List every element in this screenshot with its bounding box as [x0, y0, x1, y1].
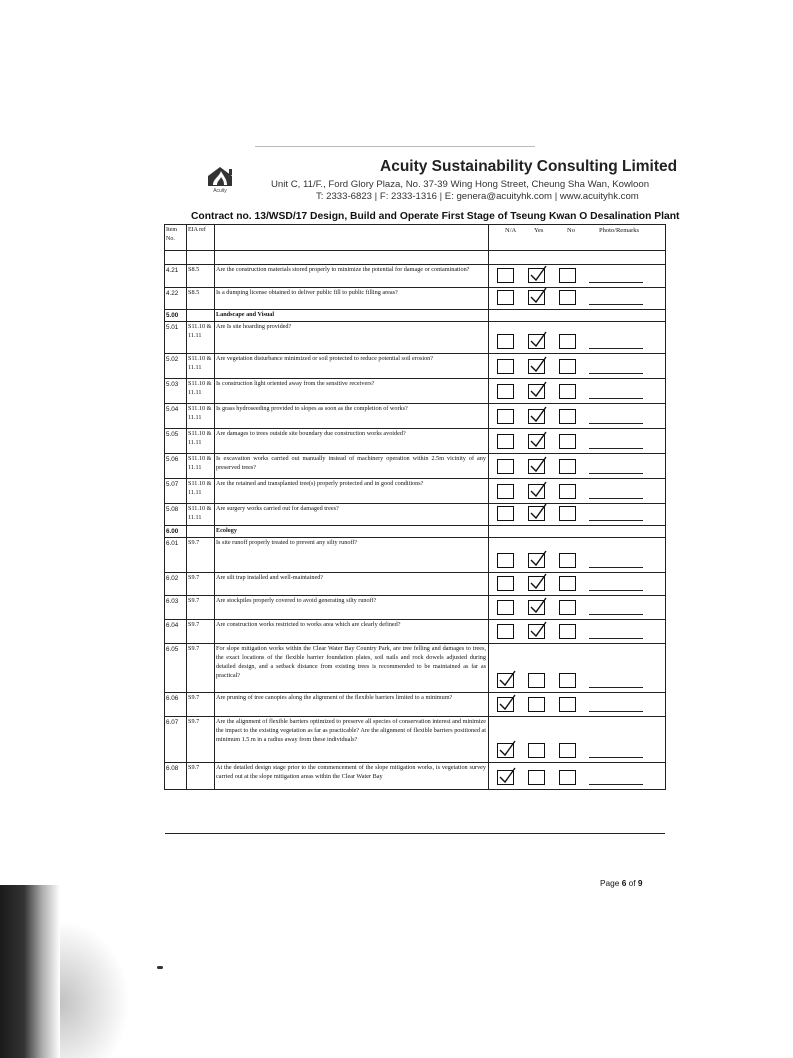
eia-ref: S11.10 & 11.11 — [187, 504, 215, 526]
checklist-table — [164, 224, 666, 790]
item-description: Is excavation works carried out manually instead of machinery operation within 2.5m vicinity of any preserved trees? — [215, 454, 489, 479]
header-item: Item No. — [165, 225, 187, 251]
checkbox-yes[interactable] — [528, 484, 545, 499]
table-row — [165, 479, 666, 504]
item-number: 5.04 — [165, 404, 187, 429]
checkbox-yes[interactable] — [528, 553, 545, 568]
table-header-row — [165, 225, 666, 251]
status-cell — [489, 429, 666, 454]
table-row — [165, 504, 666, 526]
scan-top-line — [255, 146, 535, 147]
remarks-line — [589, 520, 643, 521]
checkbox-yes[interactable] — [528, 459, 545, 474]
eia-ref: S9.7 — [187, 763, 215, 790]
checkmark-icon — [528, 549, 548, 569]
checkbox-yes[interactable] — [528, 697, 545, 712]
item-number: 6.03 — [165, 596, 187, 620]
status-cell — [489, 322, 666, 354]
checkbox-no[interactable] — [559, 268, 576, 283]
status-checkboxes — [497, 409, 576, 424]
item-number: 5.03 — [165, 379, 187, 404]
company-address: Unit C, 11/F., Ford Glory Plaza, No. 37-39 Wing Hong Street, Cheung Sha Wan, Kowloon — [271, 179, 650, 190]
eia-ref: S11.10 & 11.11 — [187, 404, 215, 429]
table-row — [165, 620, 666, 644]
remarks-line — [589, 282, 643, 283]
item-description: Are the alignment of flexible barriers optimized to preserve all species of conservation interest and minimize the impact to the existing vegetation as far as practicable? Are the alignment of flexible barriers positioned at minimum 1.5 m in a radius away from these individuals? — [215, 717, 489, 763]
checkbox-no[interactable] — [559, 600, 576, 615]
checkbox-no[interactable] — [559, 484, 576, 499]
checkmark-icon — [528, 380, 548, 400]
status-cell — [489, 596, 666, 620]
status-checkboxes — [497, 673, 576, 688]
checkmark-icon — [528, 430, 548, 450]
item-description: Is grass hydroseeding provided to slopes as soon as the completion of works? — [215, 404, 489, 429]
status-checkboxes — [497, 459, 576, 474]
checkbox-na[interactable] — [497, 697, 514, 712]
checkbox-yes[interactable] — [528, 506, 545, 521]
checkbox-yes[interactable] — [528, 334, 545, 349]
eia-ref: S9.7 — [187, 573, 215, 596]
checkbox-na[interactable] — [497, 506, 514, 521]
status-cell — [489, 288, 666, 310]
status-cell — [489, 573, 666, 596]
page-current: 6 — [621, 878, 627, 888]
item-description: Is a dumping license obtained to deliver public fill to public filling areas? — [215, 288, 489, 310]
item-number: 6.06 — [165, 693, 187, 717]
checkbox-na[interactable] — [497, 384, 514, 399]
scan-speck — [157, 966, 163, 969]
checkbox-yes[interactable] — [528, 290, 545, 305]
checkmark-icon — [497, 739, 517, 759]
item-number: 6.05 — [165, 644, 187, 693]
item-number: 5.06 — [165, 454, 187, 479]
item-description: Are Is site hoarding provided? — [215, 322, 489, 354]
table-row — [165, 354, 666, 379]
eia-ref: S11.10 & 11.11 — [187, 479, 215, 504]
checkbox-yes[interactable] — [528, 770, 545, 785]
status-cell — [489, 479, 666, 504]
status-cell — [489, 379, 666, 404]
item-description: Are stockpiles properly covered to avoid generating silty runoff? — [215, 596, 489, 620]
checkbox-no[interactable] — [559, 459, 576, 474]
remarks-line — [589, 784, 643, 785]
status-checkboxes — [497, 290, 576, 305]
checkmark-icon — [528, 620, 548, 640]
table-row — [165, 763, 666, 790]
eia-ref: S9.7 — [187, 620, 215, 644]
checkbox-na[interactable] — [497, 359, 514, 374]
checkbox-na[interactable] — [497, 770, 514, 785]
checkbox-yes[interactable] — [528, 434, 545, 449]
status-cell — [489, 644, 666, 693]
item-description: Are pruning of tree canopies along the alignment of the flexible barriers limited to a minimum? — [215, 693, 489, 717]
header-description — [215, 225, 489, 251]
checkmark-icon — [528, 330, 548, 350]
status-cell — [489, 693, 666, 717]
checkmark-icon — [528, 265, 548, 285]
eia-ref: S9.7 — [187, 693, 215, 717]
item-description: Are the construction materials stored properly to minimize the potential for damage or contamination? — [215, 265, 489, 288]
remarks-line — [589, 423, 643, 424]
checkbox-no[interactable] — [559, 673, 576, 688]
item-description: Are silt trap installed and well-maintained? — [215, 573, 489, 596]
table-row — [165, 265, 666, 288]
checkbox-yes[interactable] — [528, 673, 545, 688]
item-number: 5.02 — [165, 354, 187, 379]
header-na: N/A — [505, 227, 517, 234]
checkbox-na[interactable] — [497, 459, 514, 474]
item-description: Are vegetation disturbance minimized or soil protected to reduce potential soil erosion? — [215, 354, 489, 379]
checkbox-no[interactable] — [559, 434, 576, 449]
remarks-line — [589, 614, 643, 615]
checkbox-no[interactable] — [559, 553, 576, 568]
table-row — [165, 310, 666, 322]
item-number: 6.08 — [165, 763, 187, 790]
remarks-line — [589, 711, 643, 712]
eia-ref: S9.7 — [187, 538, 215, 573]
item-description: Are surgery works carried out for damaged trees? — [215, 504, 489, 526]
eia-ref: S11.10 & 11.11 — [187, 354, 215, 379]
table-bottom-line — [165, 833, 665, 834]
checkbox-no[interactable] — [559, 697, 576, 712]
eia-ref — [187, 310, 215, 322]
checkbox-yes[interactable] — [528, 743, 545, 758]
section-title: Ecology — [215, 526, 489, 538]
eia-ref: S11.10 & 11.11 — [187, 429, 215, 454]
item-description: Is site runoff properly treated to prevent any silty runoff? — [215, 538, 489, 573]
eia-ref: S9.7 — [187, 596, 215, 620]
header-remarks: Photo/Remarks — [599, 227, 640, 234]
remarks-line — [589, 757, 643, 758]
contract-title: Contract no. 13/WSD/17 Design, Build and Operate First Stage of Tseung Kwan O Desalination Plant — [191, 211, 680, 222]
status-checkboxes — [497, 743, 576, 758]
item-number: 6.07 — [165, 717, 187, 763]
table-row — [165, 404, 666, 429]
status-checkboxes — [497, 484, 576, 499]
checkbox-na[interactable] — [497, 576, 514, 591]
remarks-line — [589, 304, 643, 305]
status-checkboxes — [497, 576, 576, 591]
table-row — [165, 379, 666, 404]
status-cell — [489, 526, 666, 538]
spacer-row — [165, 251, 666, 265]
status-cell — [489, 265, 666, 288]
checkbox-yes[interactable] — [528, 359, 545, 374]
table-row — [165, 288, 666, 310]
item-description: Is construction light oriented away from the sensitive receivers? — [215, 379, 489, 404]
status-checkboxes — [497, 359, 576, 374]
checkmark-icon — [497, 766, 517, 786]
status-checkboxes — [497, 624, 576, 639]
eia-ref: S8.5 — [187, 265, 215, 288]
remarks-line — [589, 473, 643, 474]
status-checkboxes — [497, 553, 576, 568]
table-row — [165, 693, 666, 717]
company-contact: T: 2333-6823 | F: 2333-1316 | E: genera@acuityhk.com | www.acuityhk.com — [316, 191, 639, 202]
table-row — [165, 454, 666, 479]
page-label: Page — [600, 878, 620, 888]
status-cell — [489, 620, 666, 644]
status-checkboxes — [497, 770, 576, 785]
item-number: 6.04 — [165, 620, 187, 644]
checkbox-no[interactable] — [559, 576, 576, 591]
item-number: 5.07 — [165, 479, 187, 504]
page-total: 9 — [637, 878, 643, 888]
item-description: Are the retained and transplanted tree(s) properly protected and in good conditions? — [215, 479, 489, 504]
header-eia: EIA ref — [187, 225, 215, 251]
item-number: 5.05 — [165, 429, 187, 454]
remarks-line — [589, 567, 643, 568]
header-no: No — [567, 227, 575, 234]
checkbox-na[interactable] — [497, 434, 514, 449]
table-row — [165, 644, 666, 693]
table-row — [165, 322, 666, 354]
remarks-line — [589, 398, 643, 399]
table-row — [165, 717, 666, 763]
remarks-line — [589, 638, 643, 639]
checkbox-yes[interactable] — [528, 624, 545, 639]
status-cell — [489, 454, 666, 479]
page-of: of — [628, 878, 636, 888]
item-number: 6.00 — [165, 526, 187, 538]
eia-ref: S11.10 & 11.11 — [187, 379, 215, 404]
item-number: 5.08 — [165, 504, 187, 526]
checkmark-icon — [497, 693, 517, 713]
checkbox-na[interactable] — [497, 334, 514, 349]
status-checkboxes — [497, 334, 576, 349]
item-description: For slope mitigation works within the Clear Water Bay Country Park, are tree felling and damages to trees, the exact locations of the flexible barrier foundation plates, soil nails and rock dowels adjusted during detailed design, and a setback distance from existing trees is recommended to be maintained as far as practical? — [215, 644, 489, 693]
checkbox-na[interactable] — [497, 268, 514, 283]
remarks-line — [589, 687, 643, 688]
table-row — [165, 596, 666, 620]
status-cell — [489, 763, 666, 790]
checkbox-yes[interactable] — [528, 384, 545, 399]
company-name: Acuity Sustainability Consulting Limited — [380, 158, 678, 175]
eia-ref: S11.10 & 11.11 — [187, 322, 215, 354]
checkbox-no[interactable] — [559, 334, 576, 349]
checkmark-icon — [528, 480, 548, 500]
checkbox-no[interactable] — [559, 409, 576, 424]
item-number: 4.21 — [165, 265, 187, 288]
status-checkboxes — [497, 384, 576, 399]
table-row — [165, 429, 666, 454]
checkmark-icon — [528, 405, 548, 425]
checkbox-na[interactable] — [497, 600, 514, 615]
eia-ref: S9.7 — [187, 644, 215, 693]
checkbox-no[interactable] — [559, 624, 576, 639]
header-status — [489, 225, 666, 251]
remarks-line — [589, 498, 643, 499]
header-yes: Yes — [534, 227, 544, 234]
checkmark-icon — [528, 455, 548, 475]
item-description: Are damages to trees outside site boundary due construction works avoided? — [215, 429, 489, 454]
checkbox-no[interactable] — [559, 506, 576, 521]
item-description: At the detailed design stage prior to the commencement of the slope mitigation works, is vegetation survey carried out at the slope mitigation areas within the Clear Water Bay — [215, 763, 489, 790]
checkbox-na[interactable] — [497, 409, 514, 424]
checkbox-na[interactable] — [497, 553, 514, 568]
table-row — [165, 526, 666, 538]
section-title: Landscape and Visual — [215, 310, 489, 322]
item-number: 5.01 — [165, 322, 187, 354]
status-cell — [489, 404, 666, 429]
checkmark-icon — [528, 573, 548, 593]
checkbox-no[interactable] — [559, 770, 576, 785]
remarks-line — [589, 373, 643, 374]
checkbox-yes[interactable] — [528, 600, 545, 615]
status-checkboxes — [497, 268, 576, 283]
checkbox-na[interactable] — [497, 484, 514, 499]
checkbox-na[interactable] — [497, 624, 514, 639]
status-checkboxes — [497, 434, 576, 449]
table-row — [165, 538, 666, 573]
checkbox-no[interactable] — [559, 359, 576, 374]
checkbox-na[interactable] — [497, 290, 514, 305]
checkbox-no[interactable] — [559, 290, 576, 305]
checkbox-na[interactable] — [497, 743, 514, 758]
logo-text: Acuity — [213, 188, 227, 194]
checkbox-yes[interactable] — [528, 268, 545, 283]
eia-ref: S9.7 — [187, 717, 215, 763]
status-cell — [489, 354, 666, 379]
status-checkboxes — [497, 697, 576, 712]
status-checkboxes — [497, 600, 576, 615]
checkmark-icon — [528, 504, 548, 523]
item-number: 5.00 — [165, 310, 187, 322]
checkbox-no[interactable] — [559, 743, 576, 758]
eia-ref: S11.10 & 11.11 — [187, 454, 215, 479]
status-cell — [489, 538, 666, 573]
scan-shadow-soft — [60, 920, 130, 1058]
page-number — [600, 878, 643, 888]
checkmark-icon — [528, 288, 548, 307]
item-number: 6.01 — [165, 538, 187, 573]
checkbox-no[interactable] — [559, 384, 576, 399]
checkmark-icon — [528, 596, 548, 616]
item-number: 4.22 — [165, 288, 187, 310]
table-row — [165, 573, 666, 596]
checkbox-yes[interactable] — [528, 409, 545, 424]
eia-ref: S8.5 — [187, 288, 215, 310]
logo-icon — [196, 160, 244, 190]
remarks-line — [589, 590, 643, 591]
status-cell — [489, 310, 666, 322]
item-description: Are construction works restricted to works area which are clearly defined? — [215, 620, 489, 644]
status-cell — [489, 717, 666, 763]
item-number: 6.02 — [165, 573, 187, 596]
checkbox-yes[interactable] — [528, 576, 545, 591]
status-checkboxes — [497, 506, 576, 521]
scan-shadow — [0, 885, 60, 1058]
remarks-line — [589, 448, 643, 449]
company-logo — [196, 160, 244, 208]
checkmark-icon — [528, 355, 548, 375]
eia-ref — [187, 526, 215, 538]
status-cell — [489, 504, 666, 526]
checkmark-icon — [497, 669, 517, 689]
checkbox-na[interactable] — [497, 673, 514, 688]
remarks-line — [589, 348, 643, 349]
